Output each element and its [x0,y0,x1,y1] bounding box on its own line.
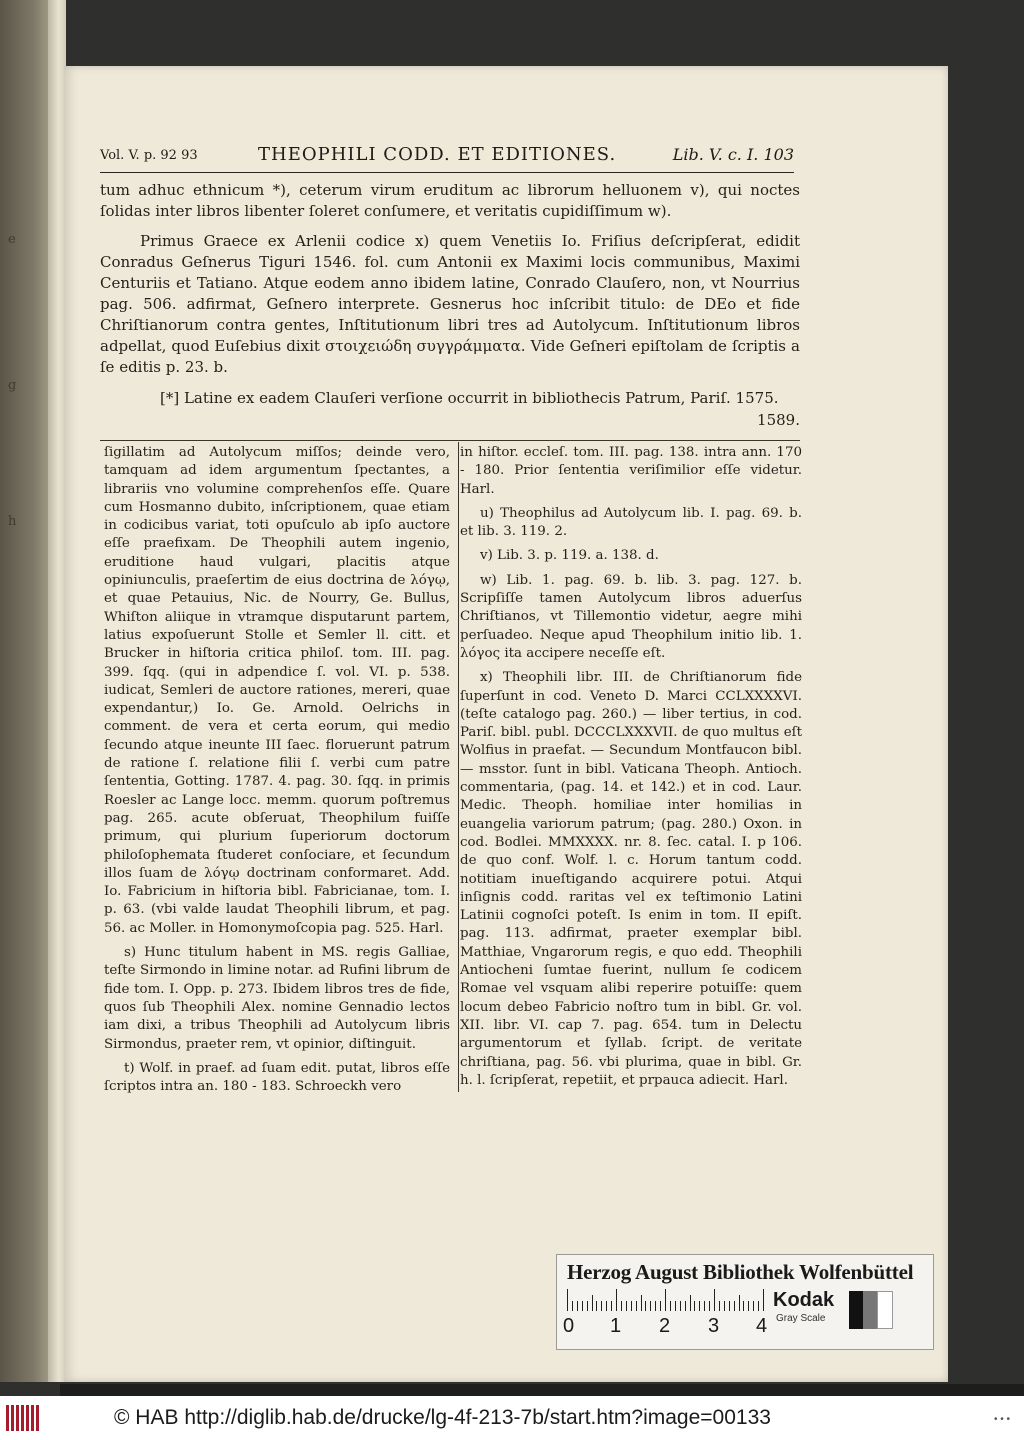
footnote-x: x) Theophili libr. III. de Chriſtianorum fide ſuperſunt in cod. Veneto D. Marci CCLXXXXVI. (teſte catalogo pag. 260.) — liber tertius, in cod. Pariſ. bibl. publ. DCCCLXXXVII. de quo multus eſt Wolfius in praefat. — Secundum Montfaucon bibl. — msstor. ſunt in bibl. Vaticana Theoph. Antioch. commentaria, (pag. 14. et 142.) et in cod. Laur. Medic. Theoph. homiliae inter homilias in euangelia variorum patrum; (pag. 280.) Oxon. in cod. Bodlei. MMXXXX. nr. 8. ſec. catal. I. p 106. de quo conf. Wolf. l. c. Horum tantum codd. notitiam inueſtigando acquirere potui. Atqui inſignis codd. raritas vel ex teſtimonio Latini Latinii cognoſci poteſt. Is enim in tom. II epiſt. pag. 113. adfirmat, praeter exemplar bibl. Matthiae, Vngarorum regis, e quo edd. Theophili Antiocheni ſumtae fuerint, nullum ſe codicem Romae vel vsquam alibi reperire potuiſſe: quem locum debeo Fabricio noſtro tum in bibl. Gr. vol. XII. libr. VI. cap 7. pag. 654. tum in Delectu argumentorum et ſyllab. ſcript. de veritate chriſtiana, pag. 56. vbi plurima, quae in bibl. Gr. h. l. ſcripſerat, repetiit, et prpauca adiecit. Harl. [460,670,802,1088]
ruler-tick [704,1301,705,1311]
footnote-paragraph: ſigillatim ad Autolycum miſſos; deinde vero, tamquam ad idem argumentum ſpectantes, a librariis vno volumine comprehenſos eſſe. Quare cum Hosmanno dubito, inſcriptionem, quae etiam in codicibus variat, toti opuſculo ab ipſo auctore eſſe praefixam. De Theophili autem ingenio, eruditione haud vulgari, placitis atque opiniunculis, praeſertim de eius doctrina de λόγῳ, et quae Petauius, Nic. de Nourry, Ge. Bullus, Whiſton aliique in vtramque disputarunt partem, latius expoſuerunt Stolle et Semler ll. citt. et Brucker in hiſtoria critica philoſ. tom. III. pag. 399. ſqq. (qui in adpendice ſ. vol. VI. p. 538. iudicat, Semleri de auctore rationes, mereri, quae expendantur,) Io. Ge. Arnold. Oelrichs in comment. de vera et certa eorum, qui medio ſecundo atque ineunte III ſaec. floruerunt patrum de ratione ſ. relatione filii ſ. verbi cum patre ſententia, Gotting. 1787. 4. pag. 30. ſqq. in primis Roesler ac Lange locc. memm. quorum poſtremus pag. 265. acute obſeruat, Theophilum fuiſſe primum, qui plurium ſuperiorum doctorum philoſophemata ſtuderet conſociare, et ſecundum illos ſuam de λόγῳ doctrinam conformaret. Add. Io. Fabricium in hiſtoria bibl. Fabricianae, tom. I. p. 63. (vbi valde laudat Theophili librum, et pag. 56. ac Moller. in Homonymoſcopia pag. 525. Harl. [104,445,450,936]
ruler-tick [596,1301,597,1311]
ruler-tick [601,1301,602,1311]
ruler-tick [675,1301,676,1311]
ruler-number: 0 [563,1315,575,1337]
library-name: Herzog August Bibliothek Wolfenbüttel [567,1260,914,1284]
footnote-u: u) Theophilus ad Autolycum lib. I. pag. 69. b. et lib. 3. 119. 2. [460,505,802,540]
page-title: THEOPHILI CODD. ET EDITIONES. [258,144,617,165]
ruler-tick [641,1295,642,1311]
footnote-s: s) Hunc titulum habent in MS. regis Galliae, teſte Sirmondo in limine notar. ad Rufini librum de fide tom. I. Opp. p. 273. Ibidem libros tres de fide, quos ſub Theophili Alex. nomine Gennadio lectos iam dixi, a tribus Theophili ad Autolycum libris Sirmondus, praeter rem, vt opinior, diſtinguit. [104,945,450,1052]
kodak-logo: Kodak [773,1289,835,1311]
ruler-tick [636,1301,637,1311]
ruler-tick [611,1301,612,1311]
ruler-tick [582,1301,583,1311]
header-rule [100,172,794,173]
ruler-tick [699,1301,700,1311]
edge-mark: g [8,378,17,393]
ruler-tick [714,1289,715,1311]
book-chapter-page: Lib. V. c. I. 103 [672,145,794,164]
gray-patches [849,1291,893,1329]
ruler-tick [631,1301,632,1311]
ruler-number: 4 [756,1315,768,1337]
running-header [100,142,794,174]
ruler-scale [567,1289,767,1311]
footer-bar [0,1396,1024,1440]
footnote-v: v) Lib. 3. p. 119. a. 138. d. [480,548,659,564]
ruler-tick [719,1301,720,1311]
gray-patch [849,1291,863,1329]
ruler-tick [743,1301,744,1311]
ruler-tick [616,1289,617,1311]
ruler-tick [660,1301,661,1311]
gray-patch [863,1291,877,1329]
footnote-divider [100,440,800,441]
ruler-tick [650,1301,651,1311]
ruler-tick [694,1301,695,1311]
gray-patch [877,1291,893,1329]
ruler-tick [680,1301,681,1311]
ruler-tick [592,1295,593,1311]
ruler-tick [606,1301,607,1311]
volume-reference: Vol. V. p. 92 93 [100,148,198,163]
column-divider [458,442,459,1092]
grayscale-label: Gray Scale [776,1313,826,1324]
ruler-tick [758,1301,759,1311]
ruler-tick [670,1301,671,1311]
editions-note: [*] Latine ex eadem Clauſeri verſione occurrit in bibliothecis Patrum, Pariſ. 1575. [160,389,779,407]
footnote-paragraph: in hiſtor. eccleſ. tom. III. pag. 138. intra ann. 170 - 180. Prior ſententia veriſimilior eſſe videtur. Harl. [460,445,802,497]
ruler-tick [753,1301,754,1311]
ruler-tick [665,1289,666,1311]
ruler-tick [587,1301,588,1311]
ruler-tick [763,1289,764,1311]
ruler-tick [572,1301,573,1311]
ruler-tick [729,1301,730,1311]
ruler-tick [739,1295,740,1311]
ruler-tick [626,1301,627,1311]
editions-note-year: 1589. [757,411,800,429]
ruler-tick [577,1301,578,1311]
edge-mark: h [8,514,17,529]
ruler-number: 1 [610,1315,622,1337]
ruler-tick [690,1295,691,1311]
footnotes-left-column [104,444,450,1102]
footer-dots: • • • [993,1414,1010,1425]
ruler-tick [709,1301,710,1311]
ruler-tick [748,1301,749,1311]
ruler-number: 2 [659,1315,671,1337]
ruler-tick [724,1301,725,1311]
intro-paragraph: Primus Graece ex Arlenii codice x) quem Venetiis Io. Friſius deſcripſerat, edidit Conradus Geſnerus Tiguri 1546. fol. cum Antonii ex Maximi locis communibus, Maximi Centuriis et Tatiano. Atque eodem anno ibidem latine, Conrado Clauſero, non, vt Nourrius pag. 506. adfirmat, Geſnero interprete. Gesnerus hoc inſcribit titulo: de DEo et fide Chriſtianorum contra gentes, Inſtitutionum libri tres ad Autolycum. Inſtitutionum libros adpellat, quod Euſebius dixit στοιχειώδη συγγράμματα. Vide Geſneri epiſtolam de ſcriptis a ſe editis p. 23. b. [100,232,800,376]
ruler-tick [734,1301,735,1311]
edge-mark: e [8,232,16,247]
color-scale-card [556,1254,934,1350]
ruler-tick [655,1301,656,1311]
ruler-tick [567,1289,568,1311]
footnotes-right-column [460,444,802,1096]
ruler-tick [685,1301,686,1311]
copyright-url[interactable]: © HAB http://diglib.hab.de/drucke/lg-4f-213-7b/start.htm?image=00133 [114,1406,771,1429]
footnote-w: w) Lib. 1. pag. 69. b. lib. 3. pag. 127. b. Scripſiſſe tamen Autolycum libros aduerſus Chriſtianos, vt Tillemontio videtur, aegre mihi perſuadeo. Neque apud Theophilum initio lib. 1. λόγος ita accipere neceſſe eſt. [460,572,802,661]
footnote-t: t) Wolf. in praef. ad ſuam edit. putat, libros eſſe ſcriptos intra an. 180 - 183. Schroeckh vero [104,1060,450,1095]
ruler-number: 3 [708,1315,720,1337]
hab-logo-icon [6,1402,46,1434]
intro-paragraph: tum adhuc ethnicum *), ceterum virum eruditum ac librorum helluonem v), qui noctes ſolidas inter libros libenter ſoleret conſumere, et veritatis cupidiſſimum w). [100,181,800,220]
ruler-tick [645,1301,646,1311]
intro-text [100,180,800,440]
ruler-tick [621,1301,622,1311]
